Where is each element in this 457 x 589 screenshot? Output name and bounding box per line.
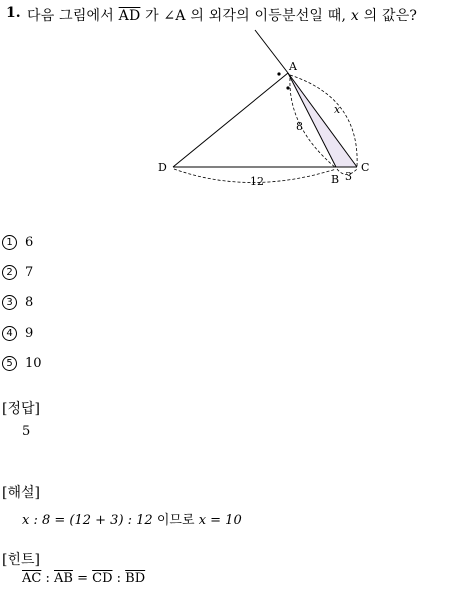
question-text [27,5,417,25]
choice-mark: 5 [2,356,17,371]
length-bc: 3 [345,170,352,183]
choice-value: 6 [25,235,34,250]
answer-value: 5 [22,424,31,439]
choice-3[interactable] [2,295,33,310]
hint-colon: : [116,571,126,586]
geometry-figure [150,28,390,198]
label-a: A [289,60,297,73]
hint-colon: : [45,571,54,586]
hint-seg-cd: $\overline{CD}$ [92,571,113,586]
solution-connector: 이므로 [156,513,195,528]
solution-line [22,509,242,528]
label-c: C [361,161,370,174]
solution-result: x = 10 [198,513,242,528]
solution-expr: x : 8 = (12 + 3) : 12 [22,513,153,528]
angle-mark-dot [277,72,280,75]
label-d: D [158,161,167,174]
length-ac: x [334,103,341,116]
length-db: 12 [250,175,264,188]
segment-ad: $\overline{AD}$ [118,8,141,24]
question-text-pre: 다음 그림에서 [27,8,114,24]
choice-1[interactable] [2,235,33,250]
hint-seg-bd: $\overline{BD}$ [125,571,146,586]
choice-value: 8 [25,295,34,310]
variable-x: x [350,8,359,24]
choice-4[interactable] [2,326,33,341]
choice-mark: 2 [2,265,17,280]
choice-value: 9 [25,326,34,341]
choice-value: 10 [25,356,42,371]
choice-2[interactable] [2,265,33,280]
length-ab: 8 [296,120,303,133]
question-number: 1. [6,5,21,21]
label-b: B [331,173,340,186]
choice-value: 7 [25,265,34,280]
solution-title: [해설] [2,485,40,501]
hint-line [22,571,145,586]
choice-mark: 1 [2,235,17,250]
hint-seg-ab: $\overline{AB}$ [54,571,73,586]
segment-ad-line [173,73,288,167]
answer-title: [정답] [2,401,40,417]
choice-mark: 4 [2,326,17,341]
hint-seg-ac: $\overline{AC}$ [22,571,42,586]
hint-equals: = [77,571,93,586]
question-text-end: 의 값은? [363,8,418,24]
hint-title: [힌트] [2,552,40,568]
line-ext-bisector [255,30,288,73]
choice-mark: 3 [2,295,17,310]
choice-5[interactable] [2,356,42,371]
question-text-mid: 가 ∠A 의 외각의 이등분선일 때, [145,8,347,24]
angle-mark-dot [286,86,289,89]
